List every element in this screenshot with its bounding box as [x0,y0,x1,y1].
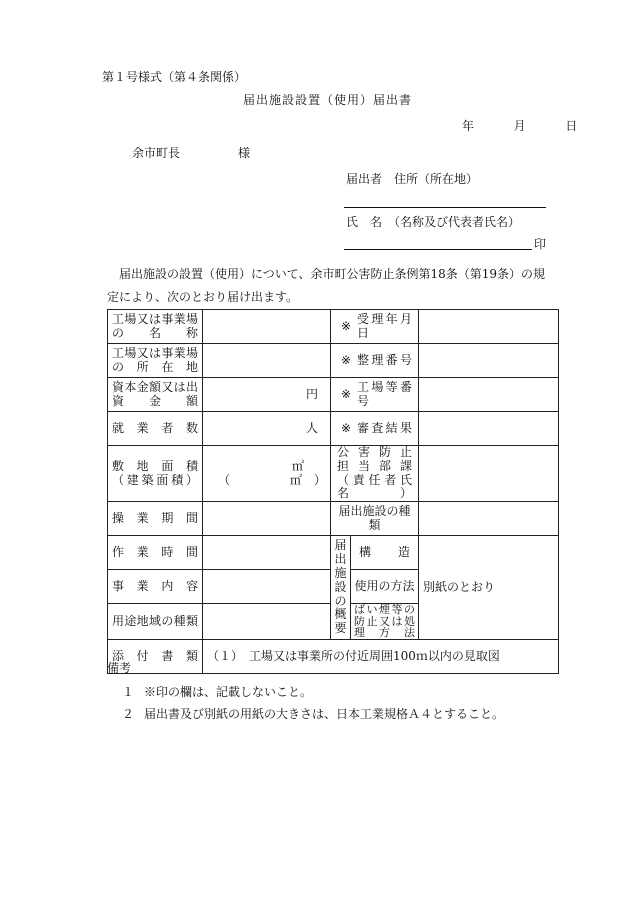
date-line [462,120,577,132]
as-attached-field[interactable] [419,536,559,640]
attachments-label: 添 付 書 類 [108,640,203,674]
addressee-suffix: 様 [238,146,251,160]
filer-name-underline[interactable] [344,249,532,250]
date-year: 年 [462,119,475,133]
inspection-result-label: ※ 審査結果 [331,412,419,446]
employees-field[interactable] [203,412,331,446]
received-date-label: ※ 受理年月日 [331,310,419,344]
factory-name-field[interactable] [203,310,331,344]
yen-unit: 円 [305,386,318,401]
attachments-field[interactable] [203,640,559,674]
seal-mark: 印 [534,237,547,251]
business-content-label: 事 業 内 容 [108,570,203,604]
zoning-field[interactable] [203,604,331,640]
facility-type-label: 届出施設の種類 [331,502,419,536]
employees-label: 就 業 者 数 [108,412,203,446]
filer-address-label: 届出者 住所（所在地） [346,172,479,186]
factory-address-label: 工場又は事業場 の 所 在 地 [108,344,203,378]
usage-method-label: 使用の方法 [351,570,419,604]
as-attached-text: 別紙のとおり [423,579,496,594]
work-hours-field[interactable] [203,536,331,570]
smoke-prevention-label: ばい煙等の 防止又は処 理 方 法 [351,604,419,640]
factory-address-field[interactable] [203,344,331,378]
factory-name-label: 工場又は事業場 の 名 称 [108,310,203,344]
inspection-result-field[interactable] [419,412,559,446]
structure-label: 構 造 [351,536,419,570]
zoning-label: 用途地域の種類 [108,604,203,640]
notification-form-table [107,309,559,674]
reference-no-field[interactable] [419,344,559,378]
business-content-field[interactable] [203,570,331,604]
capital-label: 資本金額又は出 資 金 額 [108,378,203,412]
document-title: 届出施設設置（使用）届出書 [243,93,413,107]
date-day: 日 [565,119,578,133]
addressee [132,147,250,159]
person-unit: 人 [305,420,318,435]
note-1: １ ※印の欄は、記載しないこと。 [122,685,313,699]
capital-field[interactable] [203,378,331,412]
received-date-field[interactable] [419,310,559,344]
factory-no-field[interactable] [419,378,559,412]
work-hours-label: 作 業 時 間 [108,536,203,570]
site-area-label: 敷 地 面 積 （建築面積） [108,446,203,502]
filer-address-underline[interactable] [344,207,546,208]
addressee-name: 余市町長 [132,146,181,160]
operation-period-field[interactable] [203,502,331,536]
form-number: 第１号様式（第４条関係） [102,70,247,84]
note-2: ２ 届出書及び別紙の用紙の大きさは、日本工業規格Ａ４とすること。 [122,707,505,721]
reference-no-label: ※ 整理番号 [331,344,419,378]
pollution-dept-label: 公害防止 担当部課 （責任者氏名） [331,446,419,502]
date-month: 月 [513,119,526,133]
operation-period-label: 操 業 期 間 [108,502,203,536]
building-area-unit: （ ㎡ ） [217,472,326,487]
pollution-dept-field[interactable] [419,446,559,502]
site-area-unit: ㎡ [291,458,304,473]
site-area-field[interactable] [203,446,331,502]
declaration-text: 届出施設の設置（使用）について、余市町公害防止条例第18条（第19条）の規定により、次のとおり届け出ます。 [107,267,546,304]
attachment-item: （１） 工場又は事業所の付近周囲100ｍ以内の見取図 [207,648,500,663]
notes-heading: 備考 [107,661,132,675]
factory-no-label: ※ 工場等番号 [331,378,419,412]
facility-overview-label: 届 出 施 設 の 概 要 [331,536,351,640]
facility-type-field[interactable] [419,502,559,536]
filer-name-label: 氏 名 （名称及び代表者氏名） [346,215,521,229]
